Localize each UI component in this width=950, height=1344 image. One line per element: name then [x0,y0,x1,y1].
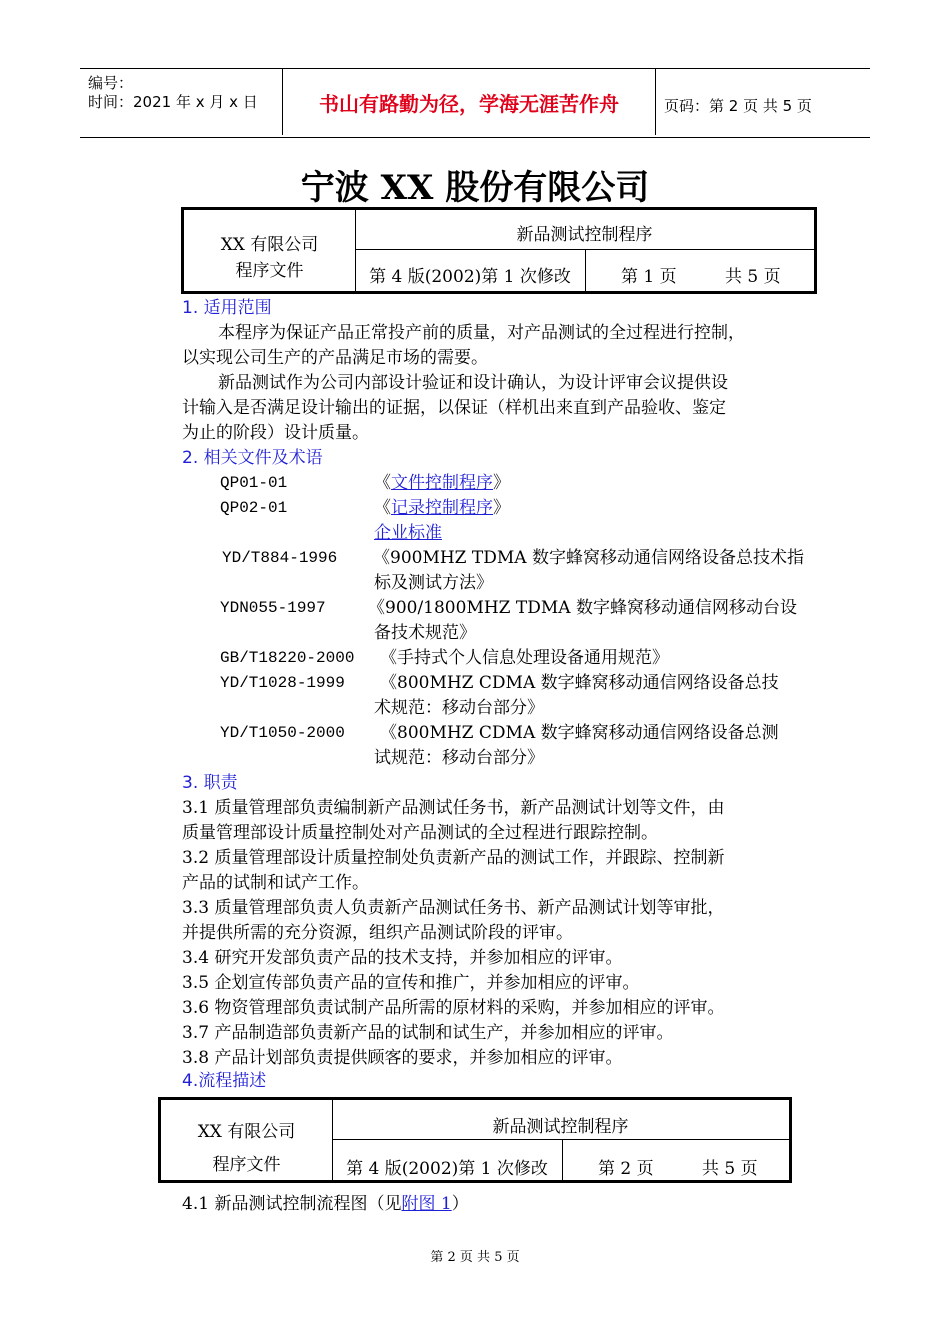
duty-line: 3.4 研究开发部负责产品的技术支持，并参加相应的评审。 [182,948,623,968]
ref-title: 《文件控制程序》 [374,473,510,493]
header-number: 编号： [88,74,134,92]
paragraph: 以实现公司生产的产品满足市场的需要。 [182,348,488,368]
doc-type: 程序文件 [235,261,304,281]
std-code: YD/T1050-2000 [220,724,345,742]
appendix-link[interactable]: 附图 1 [401,1194,452,1214]
duty-line: 质量管理部设计质量控制处对产品测试的全过程进行跟踪控制。 [182,823,658,843]
std-title: 试规范：移动台部分》 [374,748,544,768]
duty-line: 产品的试制和试产工作。 [182,873,369,893]
standards-link[interactable]: 企业标准 [374,523,442,543]
ref-link[interactable]: 记录控制程序 [391,498,493,518]
header-motto: 书山有路勤为径，学海无涯苦作舟 [282,69,656,135]
std-title: 《800MHZ CDMA 数字蜂窝移动通信网络设备总技 [380,673,779,693]
header-page-number: 页码：第 2 页 共 5 页 [664,97,812,115]
page-header [80,68,870,138]
duty-line: 3.2 质量管理部设计质量控制处负责新产品的测试工作，并跟踪、控制新 [182,848,725,868]
doc-type: 程序文件 [212,1155,281,1175]
doc-info-table-2 [158,1097,792,1183]
header-time: 时间：2021 年 x 月 x 日 [88,93,258,111]
std-code: GB/T18220-2000 [220,649,355,667]
paragraph: 本程序为保证产品正常投产前的质量，对产品测试的全过程进行控制， [218,323,745,343]
company-title: 宁波 XX 股份有限公司 [300,168,650,208]
std-title: 《900MHZ TDMA 数字蜂窝移动通信网络设备总技术指 [373,548,804,568]
ref-link[interactable]: 文件控制程序 [391,473,493,493]
doc-total: 共 5 页 [725,267,781,287]
flowchart-item: 4.1 新品测试控制流程图（见附图 1） [182,1194,469,1214]
doc-version: 第 4 版(2002)第 1 次修改 [369,267,571,287]
section-4-heading: 4.流程描述 [182,1071,267,1091]
duty-line: 3.7 产品制造部负责新产品的试制和试生产，并参加相应的评审。 [182,1023,674,1043]
doc-page: 第 1 页 [621,267,677,287]
std-title: 《800MHZ CDMA 数字蜂窝移动通信网络设备总测 [380,723,779,743]
paragraph: 计输入是否满足设计输出的证据，以保证（样机出来直到产品验收、鉴定 [182,398,726,418]
org-name: XX 有限公司 [220,235,319,255]
ref-title: 《记录控制程序》 [374,498,510,518]
doc-name: 新品测试控制程序 [516,225,653,245]
std-title: 标及测试方法》 [374,573,493,593]
doc-version: 第 4 版(2002)第 1 次修改 [346,1159,548,1179]
duty-line: 3.1 质量管理部负责编制新产品测试任务书，新产品测试计划等文件，由 [182,798,725,818]
doc-info-table-1 [181,207,817,294]
std-title: 备技术规范》 [374,623,476,643]
std-code: YD/T884-1996 [222,549,338,567]
paragraph: 为止的阶段）设计质量。 [182,423,369,443]
section-1-heading: 1. 适用范围 [182,298,272,318]
ref-code: QP02-01 [220,499,288,517]
doc-page: 第 2 页 [598,1159,654,1179]
duty-line: 3.3 质量管理部负责人负责新产品测试任务书、新产品测试计划等审批， [182,898,725,918]
duty-line: 3.5 企划宣传部负责产品的宣传和推广，并参加相应的评审。 [182,973,640,993]
section-3-heading: 3. 职责 [182,773,238,793]
doc-total: 共 5 页 [702,1159,758,1179]
std-code: YD/T1028-1999 [220,674,345,692]
duty-line: 3.8 产品计划部负责提供顾客的要求，并参加相应的评审。 [182,1048,623,1068]
org-name: XX 有限公司 [197,1122,296,1142]
section-2-heading: 2. 相关文件及术语 [182,448,323,468]
std-title: 术规范：移动台部分》 [374,698,544,718]
std-code: YDN055-1997 [220,599,326,617]
duty-line: 并提供所需的充分资源，组织产品测试阶段的评审。 [182,923,573,943]
ref-code: QP01-01 [220,474,288,492]
paragraph: 新品测试作为公司内部设计验证和设计确认，为设计评审会议提供设 [218,373,728,393]
doc-name: 新品测试控制程序 [492,1117,629,1137]
std-title: 《900/1800MHZ TDMA 数字蜂窝移动通信网移动台设 [368,598,797,618]
header-meta [80,69,280,137]
std-title: 《手持式个人信息处理设备通用规范》 [380,648,669,668]
duty-line: 3.6 物资管理部负责试制产品所需的原材料的采购，并参加相应的评审。 [182,998,725,1018]
page-footer: 第 2 页 共 5 页 [430,1250,520,1265]
